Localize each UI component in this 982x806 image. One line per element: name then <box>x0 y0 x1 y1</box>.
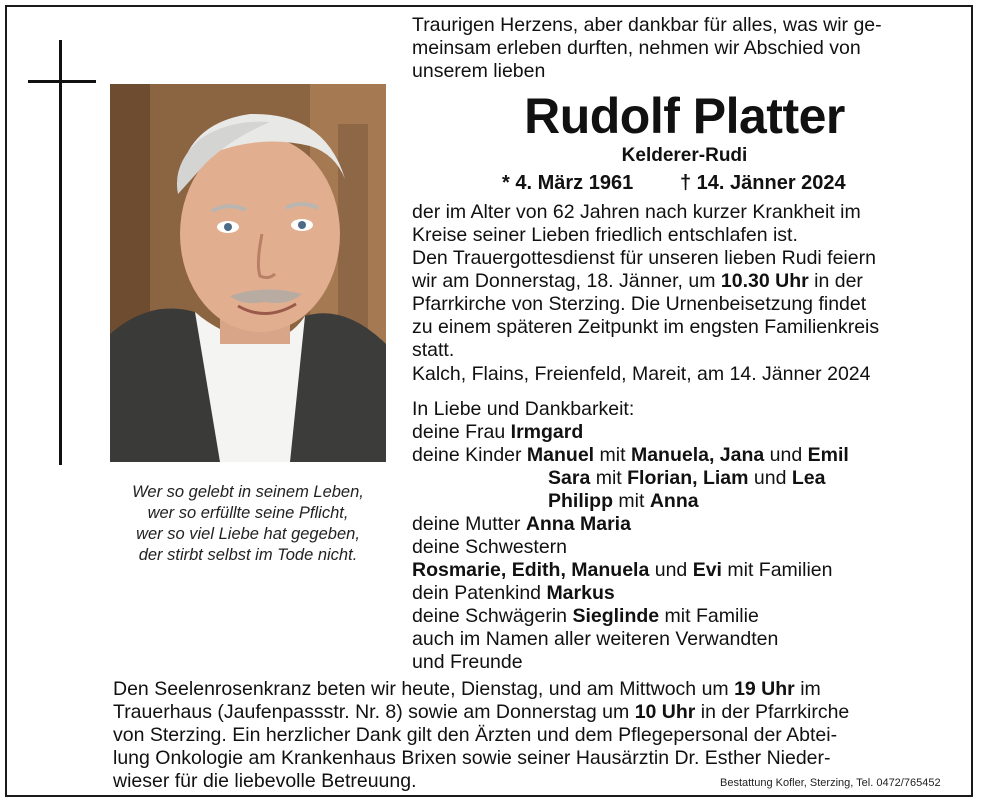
family-mother: deine Mutter Anna Maria <box>412 513 631 535</box>
thanks-line: von Sterzing. Ein herzlicher Dank gilt den Ärzten und dem Pflegepersonal der Abtei- <box>113 724 838 746</box>
death-date: † 14. Jänner 2024 <box>680 172 846 194</box>
cross-icon-vertical <box>59 40 62 465</box>
cross-icon-horizontal <box>28 80 96 83</box>
place-date: Kalch, Flains, Freienfeld, Mareit, am 14. Jänner 2024 <box>412 363 871 385</box>
thanks-line: lung Onkologie am Krankenhaus Brixen sowie seiner Hausärztin Dr. Esther Nieder- <box>113 747 831 769</box>
family-sisters: Rosmarie, Edith, Manuela und Evi mit Familien <box>412 559 833 581</box>
rosary-line: Den Seelenrosenkranz beten wir heute, Dienstag, und am Mittwoch um 19 Uhr im <box>113 678 821 700</box>
family-others: und Freunde <box>412 651 523 673</box>
announcement-line: Kreise seiner Lieben friedlich entschlafen ist. <box>412 224 798 246</box>
family-sisters-label: deine Schwestern <box>412 536 568 558</box>
nickname: Kelderer-Rudi <box>621 145 748 166</box>
announcement-line: statt. <box>412 339 455 361</box>
poem-line: der stirbt selbst im Tode nicht. <box>138 546 358 564</box>
intro-line: Traurigen Herzens, aber dankbar für alles, was wir ge- <box>412 14 882 36</box>
intro-text <box>412 14 957 83</box>
poem-line: wer so erfüllte seine Pflicht, <box>147 504 349 522</box>
intro-line: unserem lieben <box>412 60 546 82</box>
rosary-and-thanks <box>113 678 958 793</box>
announcement-line: Den Trauergottesdienst für unseren lieben Rudi feiern <box>412 247 876 269</box>
birth-date: * 4. März 1961 <box>502 172 634 194</box>
intro-line: meinsam erleben durften, nehmen wir Abschied von <box>412 37 861 59</box>
deceased-name: Rudolf Platter <box>524 88 845 144</box>
family-list <box>412 398 957 674</box>
rosary-line: Trauerhaus (Jaufenpassstr. Nr. 8) sowie am Donnerstag um 10 Uhr in der Pfarrkirche <box>113 701 850 723</box>
service-time: 10.30 Uhr <box>720 270 809 292</box>
family-children-3: Philipp mit Anna <box>548 490 699 512</box>
memorial-poem <box>100 482 396 566</box>
family-children: deine Kinder Manuel mit Manuela, Jana und Emil <box>412 444 849 466</box>
announcement-text <box>412 201 957 362</box>
portrait-photo <box>110 84 386 462</box>
poem-line: Wer so gelebt in seinem Leben, <box>132 483 364 501</box>
announcement-line: zu einem späteren Zeitpunkt im engsten Familienkreis <box>412 316 880 338</box>
family-others: auch im Namen aller weiteren Verwandten <box>412 628 779 650</box>
family-children-2: Sara mit Florian, Liam und Lea <box>548 467 826 489</box>
announcement-line: der im Alter von 62 Jahren nach kurzer Krankheit im <box>412 201 861 223</box>
thanks-line: wieser für die liebevolle Betreuung. <box>113 770 417 792</box>
poem-line: wer so viel Liebe hat gegeben, <box>136 525 360 543</box>
family-wife: deine Frau Irmgard <box>412 421 584 443</box>
announcement-line: Pfarrkirche von Sterzing. Die Urnenbeisetzung findet <box>412 293 867 315</box>
funeral-home-credit: Bestattung Kofler, Sterzing, Tel. 0472/765452 <box>720 777 941 789</box>
family-godchild: dein Patenkind Markus <box>412 582 615 604</box>
family-sister-in-law: deine Schwägerin Sieglinde mit Familie <box>412 605 759 627</box>
service-line: wir am Donnerstag, 18. Jänner, um 10.30 Uhr in der <box>412 270 863 292</box>
family-intro: In Liebe und Dankbarkeit: <box>412 398 635 420</box>
